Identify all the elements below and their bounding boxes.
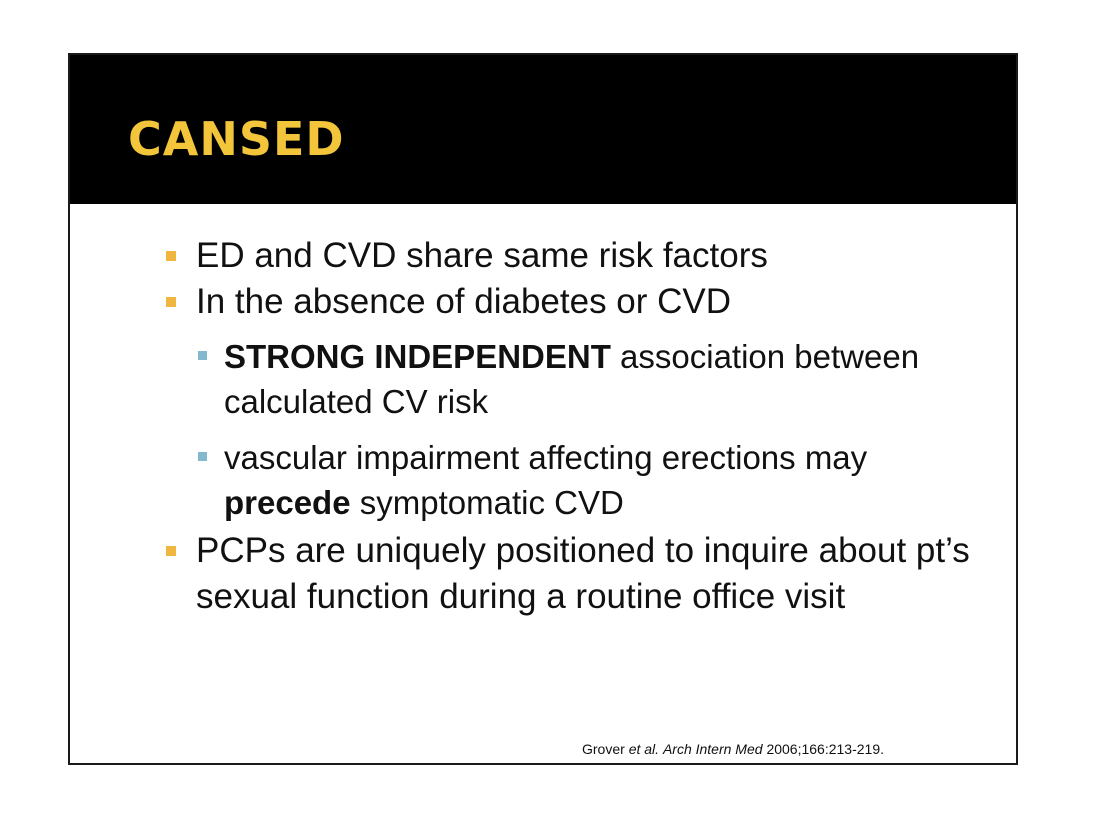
bullet-text: PCPs are uniquely positioned to inquire about pt’s sexual function during a routine office visit [196,531,970,616]
bullet-item [166,233,996,279]
sub-bullet-tail: symptomatic CVD [350,484,624,521]
sub-bullet-body: association between calculated CV risk [224,338,920,420]
slide-title: CANSED [128,112,345,166]
sub-bullet-text [224,435,988,525]
citation-ref: 2006;166:213-219. [766,741,884,757]
bullet-item [166,528,996,620]
citation [582,741,884,757]
square-sub-bullet-icon [198,452,207,461]
square-bullet-icon [166,297,176,307]
emphasis-text: precede [224,484,351,521]
bullet-text: ED and CVD share same risk factors [196,236,768,275]
sub-bullet-item [198,435,988,525]
emphasis-text: STRONG INDEPENDENT [224,338,611,375]
citation-journal: Arch Intern Med [662,741,763,757]
square-bullet-icon [166,251,176,261]
sub-bullet-text [224,334,988,424]
title-bar [70,55,1016,204]
square-sub-bullet-icon [198,351,207,360]
sub-bullet-body: vascular impairment affecting erections may [224,439,868,476]
bullet-text: In the absence of diabetes or CVD [196,282,732,321]
square-bullet-icon [166,546,176,556]
slide [68,53,1018,765]
sub-bullet-item [198,334,988,424]
bullet-item [166,279,996,325]
citation-author: Grover [582,741,625,757]
citation-etal: et al. [628,741,660,757]
